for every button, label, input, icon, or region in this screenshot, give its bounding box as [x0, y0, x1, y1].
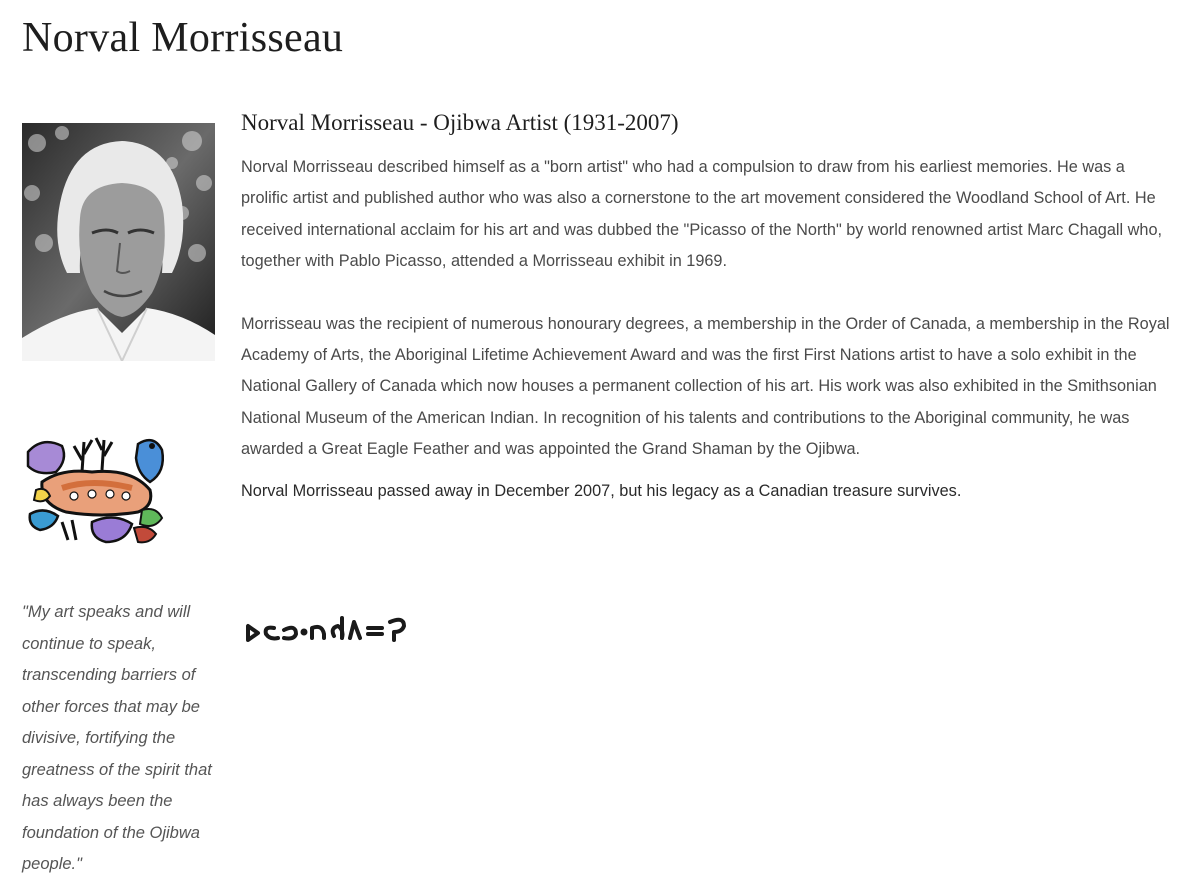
bio-paragraph-2: Morrisseau was the recipient of numerous honourary degrees, a membership in the Order of Canada, a membership in the Royal Academy of Arts, the Aboriginal Lifetime Achievement Award and was the first First Nations artist to have a solo exhibit in the National Gallery of Canada which now houses a permanent collection of his art. His work was also exhibited in the Smithsonian National Museum of the American Indian. In recognition of his talents and contributions to the Aboriginal community, he was awarded a Great Eagle Feather and was appointed the Grand Shaman by the Ojibwa. [241, 314, 1170, 459]
bio-paragraph-1: Norval Morrisseau described himself as a "born artist" who had a compulsion to draw from his earliest memories. He was a prolific artist and published author who was also a cornerstone to the art movement considered the Woodland School of Art. He received international acclaim for his art and was dubbed the "Picasso of the North" by world renowned artist Marc Chagall who, together with Pablo Picasso, attended a Morrisseau exhibit in 1969. [241, 158, 1163, 271]
woodland-painting-image [22, 432, 170, 546]
section-title: Norval Morrisseau - Ojibwa Artist (1931-2007) [241, 110, 679, 135]
page-title: Norval Morrisseau [22, 15, 344, 61]
signature-syllabics-image [244, 610, 409, 646]
artist-quote: "My art speaks and will continue to speak, transcending barriers of other forces that may be divisive, fortifying the greatness of the spirit that has always been the foundation of the Ojibwa people." [22, 603, 212, 873]
artist-portrait-image [22, 123, 215, 361]
bio-paragraph-3: Norval Morrisseau passed away in December 2007, but his legacy as a Canadian treasure survives. [241, 481, 962, 500]
main-content [241, 110, 1176, 507]
